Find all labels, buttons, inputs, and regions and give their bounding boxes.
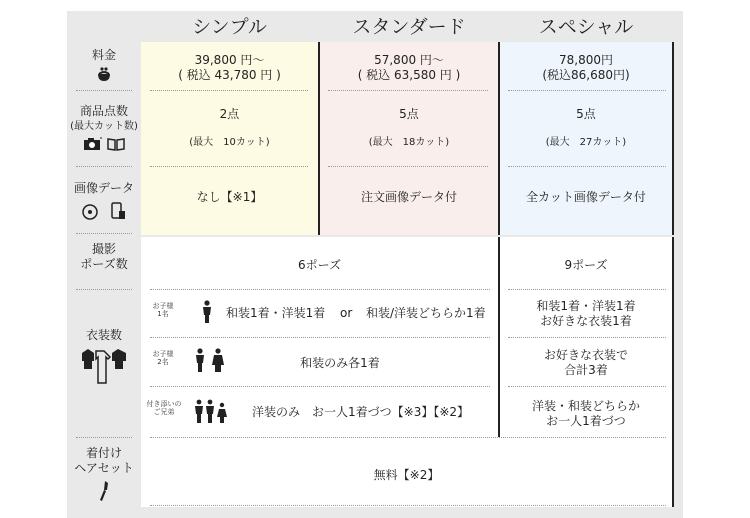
costume-row1-text-b: 和装/洋装どちらか1着 bbox=[366, 306, 486, 320]
items-special-count: 5点 bbox=[576, 107, 596, 121]
label-dressing bbox=[67, 446, 141, 506]
image-label-text: 画像データ bbox=[73, 181, 134, 195]
sep bbox=[76, 90, 132, 91]
costume-row3-special bbox=[500, 399, 672, 429]
sep bbox=[150, 437, 666, 438]
hair-brush-icon bbox=[98, 480, 110, 502]
dressing-label-line1: 着付け bbox=[85, 446, 122, 460]
costume-row1-tag: お子様 1名 bbox=[152, 302, 174, 318]
costume-row1-text-a: 和装1着・洋装1着 bbox=[226, 306, 326, 320]
image-special: 全カット画像データ付 bbox=[526, 190, 646, 204]
items-special-max: (最大 27カット) bbox=[545, 137, 627, 148]
price-special-tax: (税込86,680円) bbox=[542, 68, 630, 82]
sep bbox=[150, 289, 490, 290]
items-label-line2: (最大カット数) bbox=[70, 121, 138, 132]
items-simple-count: 2点 bbox=[219, 107, 240, 121]
costume-row3-tag: 付き添いの ご兄弟 bbox=[146, 400, 182, 416]
sep bbox=[328, 90, 488, 91]
sep bbox=[150, 505, 666, 506]
costume-row2-text: 和装のみ各1着 bbox=[300, 356, 380, 370]
image-standard: 注文画像データ付 bbox=[360, 190, 457, 204]
pose-label-line1: 撮影 bbox=[91, 242, 116, 256]
costume-row1-special-l1: 和装1着・洋装1着 bbox=[536, 299, 636, 313]
costume-icon bbox=[80, 347, 128, 385]
dressing-text: 無料【※2】 bbox=[373, 468, 440, 482]
costume-row1-special-l2: お好きな衣装1着 bbox=[540, 314, 632, 328]
sep bbox=[150, 386, 490, 387]
two-people-icon bbox=[194, 348, 226, 374]
price-simple bbox=[141, 53, 318, 83]
sep bbox=[76, 233, 132, 234]
coin-purse-icon bbox=[95, 66, 113, 82]
costume-row1-special bbox=[500, 299, 672, 329]
price-simple-main: 39,800 円〜 bbox=[194, 53, 265, 67]
header-special: スペシャル bbox=[538, 16, 634, 38]
sep bbox=[508, 289, 666, 290]
items-simple-max: (最大 10カット) bbox=[189, 137, 270, 148]
price-standard bbox=[320, 53, 498, 83]
label-costume bbox=[67, 328, 141, 389]
sep bbox=[76, 166, 132, 167]
costume-row1-or: or bbox=[340, 306, 353, 320]
price-standard-main: 57,800 円〜 bbox=[374, 53, 444, 67]
costume-row2-special-l2: 合計3着 bbox=[564, 363, 608, 377]
divider-right bbox=[672, 42, 674, 235]
costume-row3-special-l1: 洋装・和装どちらか bbox=[531, 399, 640, 413]
costume-row2-special bbox=[500, 348, 672, 378]
pose-special: 9ポーズ bbox=[564, 258, 608, 272]
book-icon bbox=[107, 137, 125, 151]
label-pose bbox=[67, 242, 141, 272]
costume-row3-text: 洋装のみ お一人1着づつ【※3】【※2】 bbox=[252, 405, 470, 419]
person-icon bbox=[202, 300, 212, 324]
sep bbox=[508, 166, 666, 167]
costume-row2-special-l1: お好きな衣装で bbox=[543, 348, 628, 362]
price-special bbox=[500, 53, 672, 83]
dressing-label-line2: ヘアセット bbox=[74, 461, 134, 475]
label-items bbox=[67, 104, 141, 155]
smartphone-icon bbox=[110, 202, 126, 220]
sep bbox=[150, 90, 308, 91]
label-price bbox=[67, 48, 141, 86]
camera-icon bbox=[83, 137, 103, 151]
items-label-line1: 商品点数 bbox=[79, 104, 128, 118]
sep bbox=[508, 337, 666, 338]
costume-label-text: 衣装数 bbox=[85, 328, 122, 342]
costume-row2-tag: お子様 2名 bbox=[152, 350, 174, 366]
price-standard-tax: ( 税込 63,580 円 ) bbox=[357, 68, 461, 82]
sep bbox=[508, 386, 666, 387]
sep bbox=[328, 166, 488, 167]
price-simple-tax: ( 税込 43,780 円 ) bbox=[178, 68, 281, 82]
items-standard-max: (最大 18カット) bbox=[368, 137, 450, 148]
pose-shared: 6ポーズ bbox=[297, 258, 342, 272]
items-standard-count: 5点 bbox=[399, 107, 419, 121]
disc-icon bbox=[82, 204, 98, 220]
three-people-icon bbox=[194, 399, 228, 425]
sep bbox=[150, 166, 308, 167]
pose-label-line2: ポーズ数 bbox=[80, 257, 128, 271]
divider-lower-right bbox=[672, 237, 674, 507]
header-simple: シンプル bbox=[192, 16, 267, 38]
sep bbox=[76, 289, 132, 290]
label-image bbox=[67, 181, 141, 224]
costume-row3-special-l2: お一人1着づつ bbox=[546, 414, 626, 428]
sep bbox=[76, 437, 132, 438]
sep bbox=[508, 90, 666, 91]
price-special-main: 78,800円 bbox=[559, 53, 613, 67]
price-label-text: 料金 bbox=[91, 48, 116, 62]
image-simple: なし【※1】 bbox=[196, 190, 263, 204]
sep bbox=[150, 337, 490, 338]
header-standard: スタンダード bbox=[352, 16, 466, 38]
